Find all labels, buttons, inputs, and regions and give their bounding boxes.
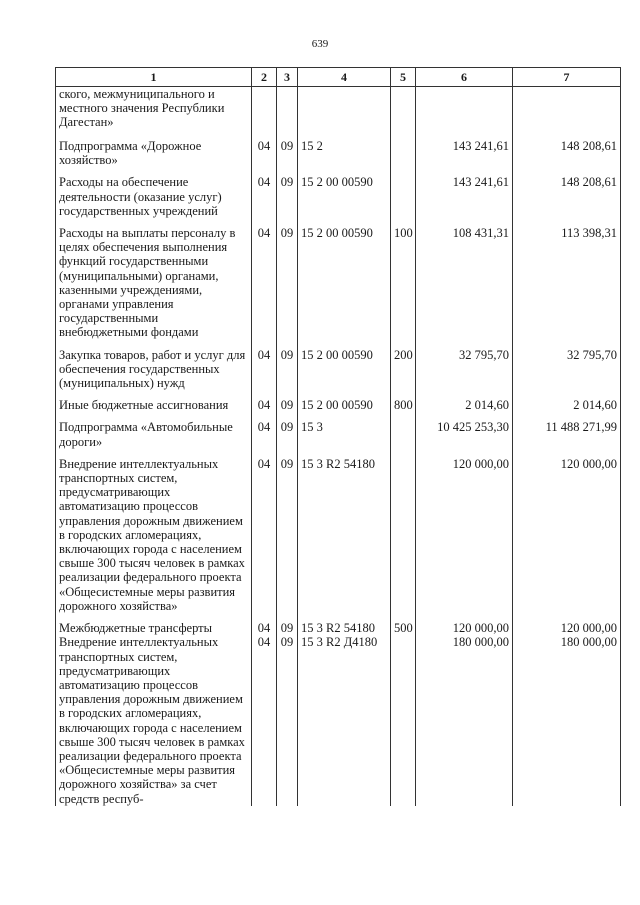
row-expense-type [391, 449, 416, 613]
row-expense-type [391, 412, 416, 448]
row-section: 04 [252, 449, 277, 613]
col-header: 3 [277, 68, 298, 87]
row-amount-1: 180 000,00 [416, 635, 513, 805]
row-subsection: 09 [277, 449, 298, 613]
row-amount-1: 120 000,00 [416, 449, 513, 613]
row-name: Закупка товаров, работ и услуг для обеспечения государственных (муниципальных) нужд [56, 340, 252, 391]
row-target-code: 15 3 R2 54180 [298, 613, 391, 635]
col-header: 7 [513, 68, 621, 87]
table-row [56, 87, 621, 132]
row-amount-2: 11 488 271,99 [513, 412, 621, 448]
row-amount-2: 148 208,61 [513, 131, 621, 167]
row-expense-type [391, 635, 416, 805]
row-expense-type [391, 131, 416, 167]
row-amount-1: 2 014,60 [416, 390, 513, 412]
table-row [56, 635, 621, 805]
row-amount-1: 10 425 253,30 [416, 412, 513, 448]
row-target-code: 15 3 [298, 412, 391, 448]
row-target-code: 15 2 00 00590 [298, 390, 391, 412]
row-subsection: 09 [277, 167, 298, 218]
row-amount-2: 120 000,00 [513, 613, 621, 635]
row-section: 04 [252, 613, 277, 635]
page-number: 639 [311, 38, 329, 50]
row-target-code: 15 2 00 00590 [298, 218, 391, 340]
row-expense-type: 100 [391, 218, 416, 340]
table-row [56, 340, 621, 391]
col-header: 2 [252, 68, 277, 87]
row-amount-2: 120 000,00 [513, 449, 621, 613]
row-name: Межбюджетные трансферты [56, 613, 252, 635]
row-subsection: 09 [277, 635, 298, 805]
row-subsection: 09 [277, 613, 298, 635]
row-target-code: 15 2 00 00590 [298, 167, 391, 218]
row-subsection: 09 [277, 412, 298, 448]
table-row [56, 412, 621, 448]
row-amount-2: 2 014,60 [513, 390, 621, 412]
col-header: 1 [56, 68, 252, 87]
col-header: 5 [391, 68, 416, 87]
row-amount-1: 32 795,70 [416, 340, 513, 391]
row-subsection: 09 [277, 340, 298, 391]
row-amount-1: 120 000,00 [416, 613, 513, 635]
row-name: Иные бюджетные ассигнования [56, 390, 252, 412]
row-amount-2 [513, 87, 621, 132]
row-expense-type: 500 [391, 613, 416, 635]
table-row [56, 613, 621, 635]
row-amount-2: 113 398,31 [513, 218, 621, 340]
row-subsection: 09 [277, 390, 298, 412]
row-subsection: 09 [277, 218, 298, 340]
row-amount-2: 32 795,70 [513, 340, 621, 391]
row-amount-1: 108 431,31 [416, 218, 513, 340]
row-section: 04 [252, 340, 277, 391]
table-row [56, 449, 621, 613]
row-section: 04 [252, 412, 277, 448]
row-name: Подпрограмма «Автомобильные дороги» [56, 412, 252, 448]
col-header: 4 [298, 68, 391, 87]
table-row [56, 167, 621, 218]
row-target-code: 15 3 R2 Д4180 [298, 635, 391, 805]
row-target-code: 15 2 00 00590 [298, 340, 391, 391]
budget-table [55, 67, 621, 806]
row-amount-1: 143 241,61 [416, 131, 513, 167]
row-name: Внедрение интеллектуальных транспортных систем, предусматривающих автоматизацию процессов управления дорожным движением в городских агломерациях, включающих города с населением свыше 300 тысяч человек в рамках реализации федерального проекта «Общесистемные меры развития дорожного хозяйства» за счет средств респуб- [56, 635, 252, 805]
row-amount-2: 148 208,61 [513, 167, 621, 218]
row-section: 04 [252, 218, 277, 340]
row-subsection: 09 [277, 131, 298, 167]
row-subsection [277, 87, 298, 132]
row-target-code: 15 2 [298, 131, 391, 167]
row-target-code: 15 3 R2 54180 [298, 449, 391, 613]
row-target-code [298, 87, 391, 132]
table-row [56, 390, 621, 412]
row-amount-1 [416, 87, 513, 132]
row-name: Расходы на выплаты персоналу в целях обеспечения выполнения функций государственными (муниципальными) органами, казенными учреждениями, органами управления государственными внебюджетными фондами [56, 218, 252, 340]
col-header: 6 [416, 68, 513, 87]
row-expense-type [391, 167, 416, 218]
row-section: 04 [252, 390, 277, 412]
row-section: 04 [252, 167, 277, 218]
header-row [56, 68, 621, 87]
row-name: ского, межмуниципального и местного значения Республики Дагестан» [56, 87, 252, 132]
row-section: 04 [252, 131, 277, 167]
table-row [56, 218, 621, 340]
row-name: Расходы на обеспечение деятельности (оказание услуг) государственных учреждений [56, 167, 252, 218]
row-expense-type: 800 [391, 390, 416, 412]
row-section [252, 87, 277, 132]
row-name: Подпрограмма «Дорожное хозяйство» [56, 131, 252, 167]
row-amount-2: 180 000,00 [513, 635, 621, 805]
table-row [56, 131, 621, 167]
row-expense-type: 200 [391, 340, 416, 391]
row-name: Внедрение интеллектуальных транспортных систем, предусматривающих автоматизацию процессов управления дорожным движением в городских агломерациях, включающих города с населением свыше 300 тысяч человек в рамках реализации федерального проекта «Общесистемные меры развития дорожного хозяйства» [56, 449, 252, 613]
row-expense-type [391, 87, 416, 132]
row-amount-1: 143 241,61 [416, 167, 513, 218]
row-section: 04 [252, 635, 277, 805]
